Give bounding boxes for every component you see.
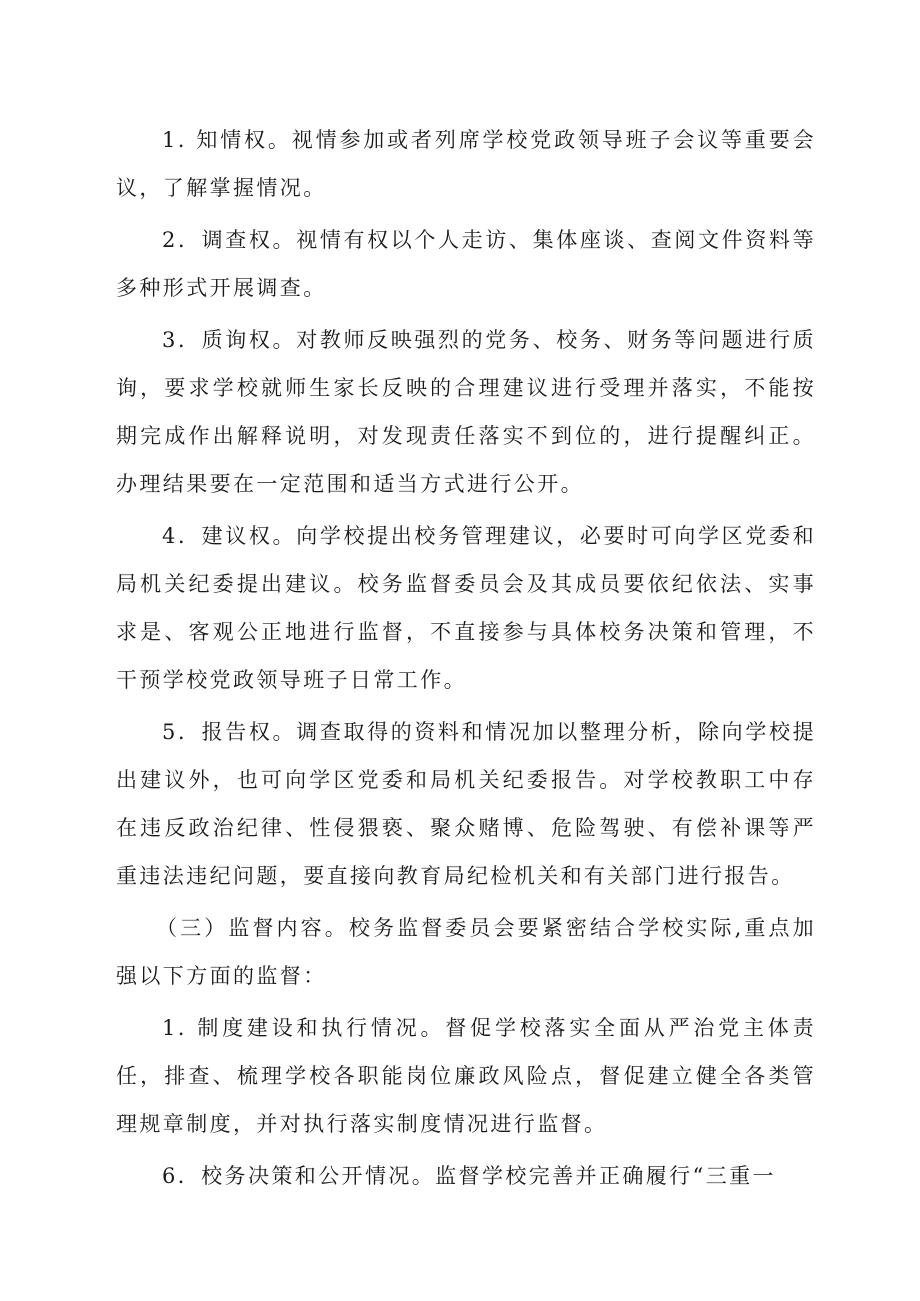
paragraph-right-to-inquire: 3．质询权。对教师反映强烈的党务、校务、财务等问题进行质询，要求学校就师生家长反映的合理建议进行受理并落实，不能按期完成作出解释说明，对发现责任落实不到位的，进行提醒纠正。办理结果要在一定范围和适当方式进行公开。: [116, 328, 816, 496]
document-body: [116, 116, 816, 1204]
paragraph-system-construction: 1. 制度建设和执行情况。督促学校落实全面从严治党主体责任，排查、梳理学校各职能岗位廉政风险点，督促建立健全各类管理规章制度，并对执行落实制度情况进行监督。: [116, 1016, 816, 1136]
paragraph-school-decision-disclosure: 6．校务决策和公开情况。监督学校完善并正确履行“三重一: [162, 1164, 776, 1188]
paragraph-right-to-report: 5．报告权。调查取得的资料和情况加以整理分析，除向学校提出建议外，也可向学区党委和局机关纪委报告。对学校教职工中存在违反政治纪律、性侵猥亵、聚众赌博、危险驾驶、有偿补课等严重违法违纪问题，要直接向教育局纪检机关和有关部门进行报告。: [116, 720, 816, 888]
section-heading-supervision-content: （三）监督内容。校务监督委员会要紧密结合学校实际,重点加强以下方面的监督：: [116, 916, 816, 988]
paragraph-right-to-investigate: 2．调查权。视情有权以个人走访、集体座谈、查阅文件资料等多种形式开展调查。: [116, 228, 816, 300]
paragraph-right-to-suggest: 4．建议权。向学校提出校务管理建议，必要时可向学区党委和局机关纪委提出建议。校务监督委员会及其成员要依纪依法、实事求是、客观公正地进行监督，不直接参与具体校务决策和管理，不干预学校党政领导班子日常工作。: [116, 524, 816, 692]
paragraph-right-to-know: 1. 知情权。视情参加或者列席学校党政领导班子会议等重要会议，了解掌握情况。: [116, 128, 816, 200]
